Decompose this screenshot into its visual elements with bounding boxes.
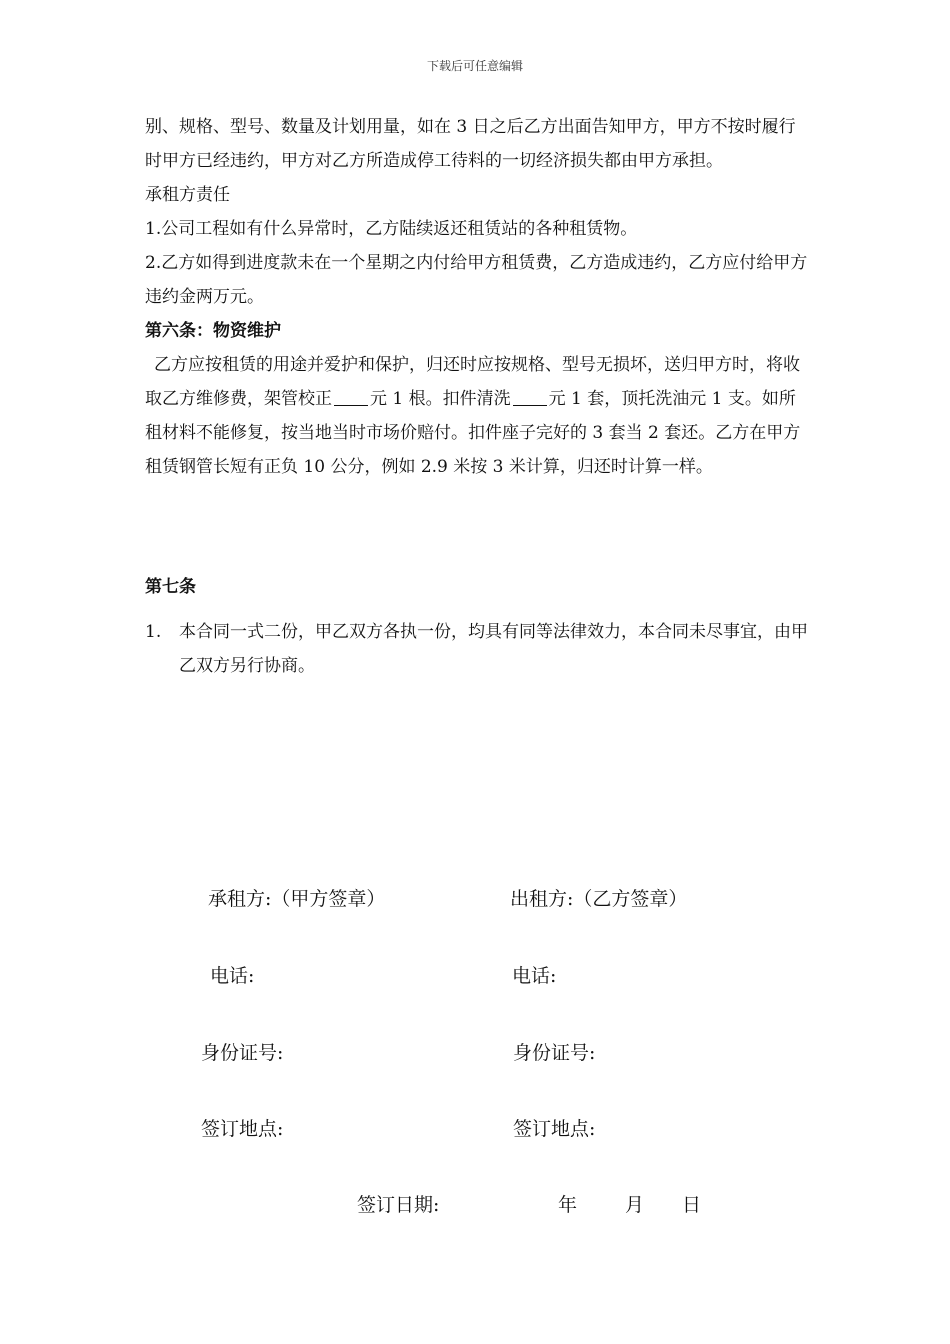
- lessor-id-label: 身份证号:: [513, 1042, 596, 1064]
- list-number: 1.: [145, 622, 162, 642]
- article-6-text-1: 乙方应按租赁的用途并爱护和保护，归还时应按规格、型号无损坏，送归甲方时，将收取乙方维修费，架管校正: [145, 355, 800, 409]
- lessee-item-1: 1.公司工程如有什么异常时，乙方陆续返还租赁站的各种租赁物。: [145, 219, 638, 239]
- lessee-place-label: 签订地点:: [201, 1118, 284, 1140]
- article-7-section: [145, 570, 810, 604]
- article-6-body: [145, 348, 810, 484]
- lessee-id-label: 身份证号:: [201, 1042, 284, 1064]
- article-6-text-2: 元 1 根。扣件清洗: [370, 389, 511, 409]
- date-month-label: 月: [625, 1194, 645, 1216]
- fill-blank-pipe: [334, 387, 368, 406]
- contract-body: [145, 110, 810, 484]
- article-7-heading: 第七条: [145, 577, 196, 597]
- lessor-place-label: 签订地点:: [513, 1118, 596, 1140]
- date-year-label: 年: [558, 1194, 578, 1216]
- lessee-signature-label: 承租方:（甲方签章）: [208, 888, 386, 910]
- lessee-responsibility-heading: 承租方责任: [145, 185, 230, 205]
- page-header: 下载后可任意编辑: [426, 59, 523, 73]
- lessee-phone-label: 电话:: [210, 965, 255, 987]
- article-6-text-3: 元 1 套，顶托洗油元 1 支。如所租材料不能修复，按当地当时市场价赔付。扣件座子完好的 3 套当 2 套还。乙方在甲方租赁钢管长短有正负 10 公分，例如 2.9 米按 3 米计算，归还时计算一样。: [145, 389, 801, 477]
- article-7-list: [145, 615, 810, 683]
- lessor-signature-label: 出租方:（乙方签章）: [510, 888, 688, 910]
- sign-date-label: 签订日期:: [357, 1194, 440, 1216]
- list-text: 本合同一式二份，甲乙双方各执一份，均具有同等法律效力，本合同未尽事宜，由甲乙双方另行协商。: [179, 622, 808, 676]
- fill-blank-clamp: [513, 387, 547, 406]
- date-day-label: 日: [682, 1194, 702, 1216]
- paragraph-continuation: 别、规格、型号、数量及计划用量，如在 3 日之后乙方出面告知甲方，甲方不按时履行时甲方已经违约，甲方对乙方所造成停工待料的一切经济损失都由甲方承担。: [145, 117, 796, 171]
- lessee-item-2: 2.乙方如得到进度款未在一个星期之内付给甲方租赁费，乙方造成违约，乙方应付给甲方违约金两万元。: [145, 253, 808, 307]
- lessor-phone-label: 电话:: [512, 965, 557, 987]
- article-6-heading: 第六条：物资维护: [145, 321, 281, 341]
- list-item: [145, 615, 810, 683]
